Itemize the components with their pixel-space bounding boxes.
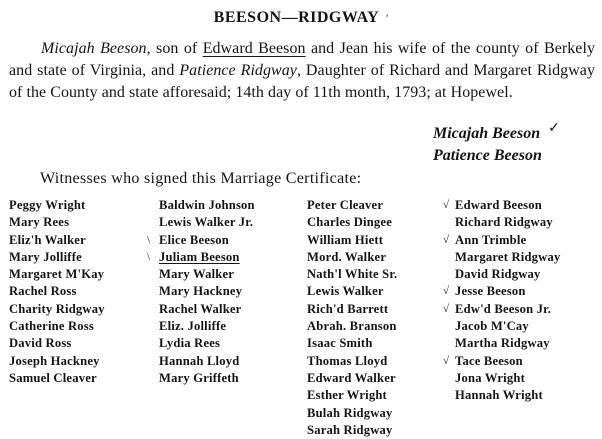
witness-name (307, 214, 397, 231)
page-title (0, 9, 602, 27)
witness-name-text: Bulah Ridgway (307, 405, 393, 420)
witness-name-text: William Hiett (307, 232, 384, 247)
father-name: Edward Beeson (202, 40, 306, 57)
witness-name (159, 353, 255, 370)
witness-name-text: Tace Beeson (455, 353, 523, 368)
witness-column-3 (307, 197, 397, 439)
witness-name (9, 266, 105, 283)
witness-name-text: Jona Wright (455, 370, 525, 385)
bride-signature: Patience Beeson (433, 147, 542, 164)
witness-name-text: Lewis Walker Jr. (159, 215, 254, 230)
check-mark-icon: √ (443, 354, 450, 367)
witness-name-text: Rich'd Barrett (307, 301, 389, 316)
title-text: BEESON—RIDGWAY (213, 9, 380, 26)
witness-name (159, 370, 255, 387)
check-mark-icon: √ (443, 302, 450, 315)
witness-name-text: Jesse Beeson (455, 284, 526, 299)
witness-name (443, 232, 560, 249)
witness-name-text: Martha Ridgway (455, 336, 550, 351)
paragraph-part-1: , son of (146, 40, 203, 57)
witness-name (9, 214, 105, 231)
witness-name-text: Eliz. Jolliffe (159, 319, 227, 334)
witness-name (9, 370, 105, 387)
witness-name (443, 301, 560, 318)
bride-name: Patience Ridgway (179, 62, 297, 79)
witness-name-text: Rachel Walker (159, 301, 242, 316)
witness-name (147, 232, 255, 249)
witness-name-text: Sarah Ridgway (307, 422, 393, 437)
witness-name (443, 197, 560, 214)
witness-name (455, 266, 560, 283)
groom-signature (433, 123, 560, 145)
witness-name-text: Juliam Beeson (159, 249, 240, 264)
witness-name (147, 249, 255, 266)
witness-name-text: Mary Jolliffe (9, 249, 82, 264)
witness-name-text: Samuel Cleaver (9, 370, 97, 385)
witness-name-text: Ann Trimble (455, 232, 527, 247)
witness-name-text: Catherine Ross (9, 319, 95, 334)
witness-name-text: Rachel Ross (9, 284, 77, 299)
check-mark-icon: √ (443, 199, 450, 211)
witness-column-4 (443, 197, 561, 405)
witness-name (455, 335, 560, 352)
witness-heading: Witnesses who signed this Marriage Certificate: (40, 170, 362, 187)
pencil-tick-icon: \ (147, 250, 151, 263)
check-mark-icon: √ (443, 285, 450, 298)
witness-name (307, 387, 397, 404)
witness-name (159, 335, 255, 352)
witness-name (307, 422, 397, 439)
witness-name (307, 335, 397, 352)
witness-name-text: David Ross (9, 336, 72, 351)
witness-name (9, 318, 105, 335)
witness-name (443, 283, 560, 300)
witness-name-text: Peter Cleaver (307, 198, 384, 212)
witness-name-text: Hannah Wright (455, 388, 543, 403)
witness-name-text: Lewis Walker (307, 284, 384, 299)
witness-name (9, 197, 105, 214)
witness-name-text: Nath'l White Sr. (307, 267, 398, 282)
witness-name-text: Joseph Hackney (9, 353, 100, 368)
witness-name-text: Mary Walker (159, 267, 235, 282)
witness-name-text: Mord. Walker (307, 249, 387, 264)
witness-name-text: Mary Hackney (159, 284, 243, 299)
witness-name (307, 232, 397, 249)
witness-name-text: Esther Wright (307, 388, 387, 403)
witness-name-text: Margaret M'Kay (9, 267, 105, 282)
witness-name-text: Peggy Wright (9, 198, 86, 212)
paragraph-part-3: , Daughter of Richard and Margaret Ridgway of the County and state afforesaid; 14th day of 11th month, 1793; at Hopewel. (9, 62, 596, 101)
witness-name-text: Isaac Smith (307, 336, 373, 351)
witness-name-text: David Ridgway (455, 267, 541, 282)
witness-name (307, 405, 397, 422)
witness-name-text: Eliz'h Walker (9, 232, 86, 247)
witness-name-text: Richard Ridgway (455, 215, 553, 230)
witness-column-2 (147, 197, 255, 387)
witness-name (159, 197, 255, 214)
groom-signature-text: Micajah Beeson (433, 125, 541, 142)
witness-name-text: Edw'd Beeson Jr. (455, 301, 552, 316)
pencil-tick-icon: \ (147, 233, 151, 246)
witness-name-text: Margaret Ridgway (455, 249, 561, 264)
witness-name-text: Jacob M'Cay (455, 319, 529, 334)
witness-name (9, 301, 105, 318)
witness-name (9, 249, 105, 266)
check-mark-icon: √ (443, 233, 450, 246)
witness-name-text: Charity Ridgway (9, 301, 105, 316)
witness-name (455, 387, 560, 404)
witness-name (159, 283, 255, 300)
witness-name (307, 283, 397, 300)
witness-name-text: Edward Walker (307, 370, 396, 385)
witness-name-text: Edward Beeson (455, 198, 542, 212)
witness-name (159, 301, 255, 318)
witness-name (307, 353, 397, 370)
witness-name (455, 370, 560, 387)
witness-name (307, 370, 397, 387)
witness-name (159, 318, 255, 335)
witness-name (455, 214, 560, 231)
witness-name (9, 335, 105, 352)
witness-name-text: Abrah. Branson (307, 319, 397, 334)
signature-block (433, 123, 560, 166)
witness-name-text: Elice Beeson (159, 232, 229, 247)
witness-name (307, 301, 397, 318)
witness-name-text: Lydia Rees (159, 336, 221, 351)
witness-name-text: Mary Griffeth (159, 370, 239, 385)
paragraph-part-2: and Jean his wife of the county of Berkely and state of Virginia, and (9, 40, 595, 79)
witness-name-text: Hannah Lloyd (159, 353, 240, 368)
title-pencil-mark: ′ (385, 11, 389, 25)
witness-name-text: Baldwin Johnson (159, 198, 255, 212)
witness-column-1 (9, 197, 105, 387)
witness-name (307, 266, 397, 283)
certificate-paragraph (9, 38, 595, 104)
witness-name (443, 353, 560, 370)
witness-name-text: Mary Rees (9, 215, 70, 230)
witness-name (455, 318, 560, 335)
witness-name (455, 249, 560, 266)
groom-name: Micajah Beeson (41, 40, 147, 57)
check-mark-icon: ✓ (548, 121, 560, 136)
witness-name (9, 283, 105, 300)
witness-name (307, 318, 397, 335)
witness-name (9, 353, 105, 370)
witness-name (307, 249, 397, 266)
witness-name-text: Charles Dingee (307, 215, 392, 230)
witness-name-text: Thomas Lloyd (307, 353, 388, 368)
witness-name (9, 232, 105, 249)
witness-name (159, 266, 255, 283)
witness-name (159, 214, 255, 231)
witness-name (307, 197, 397, 214)
